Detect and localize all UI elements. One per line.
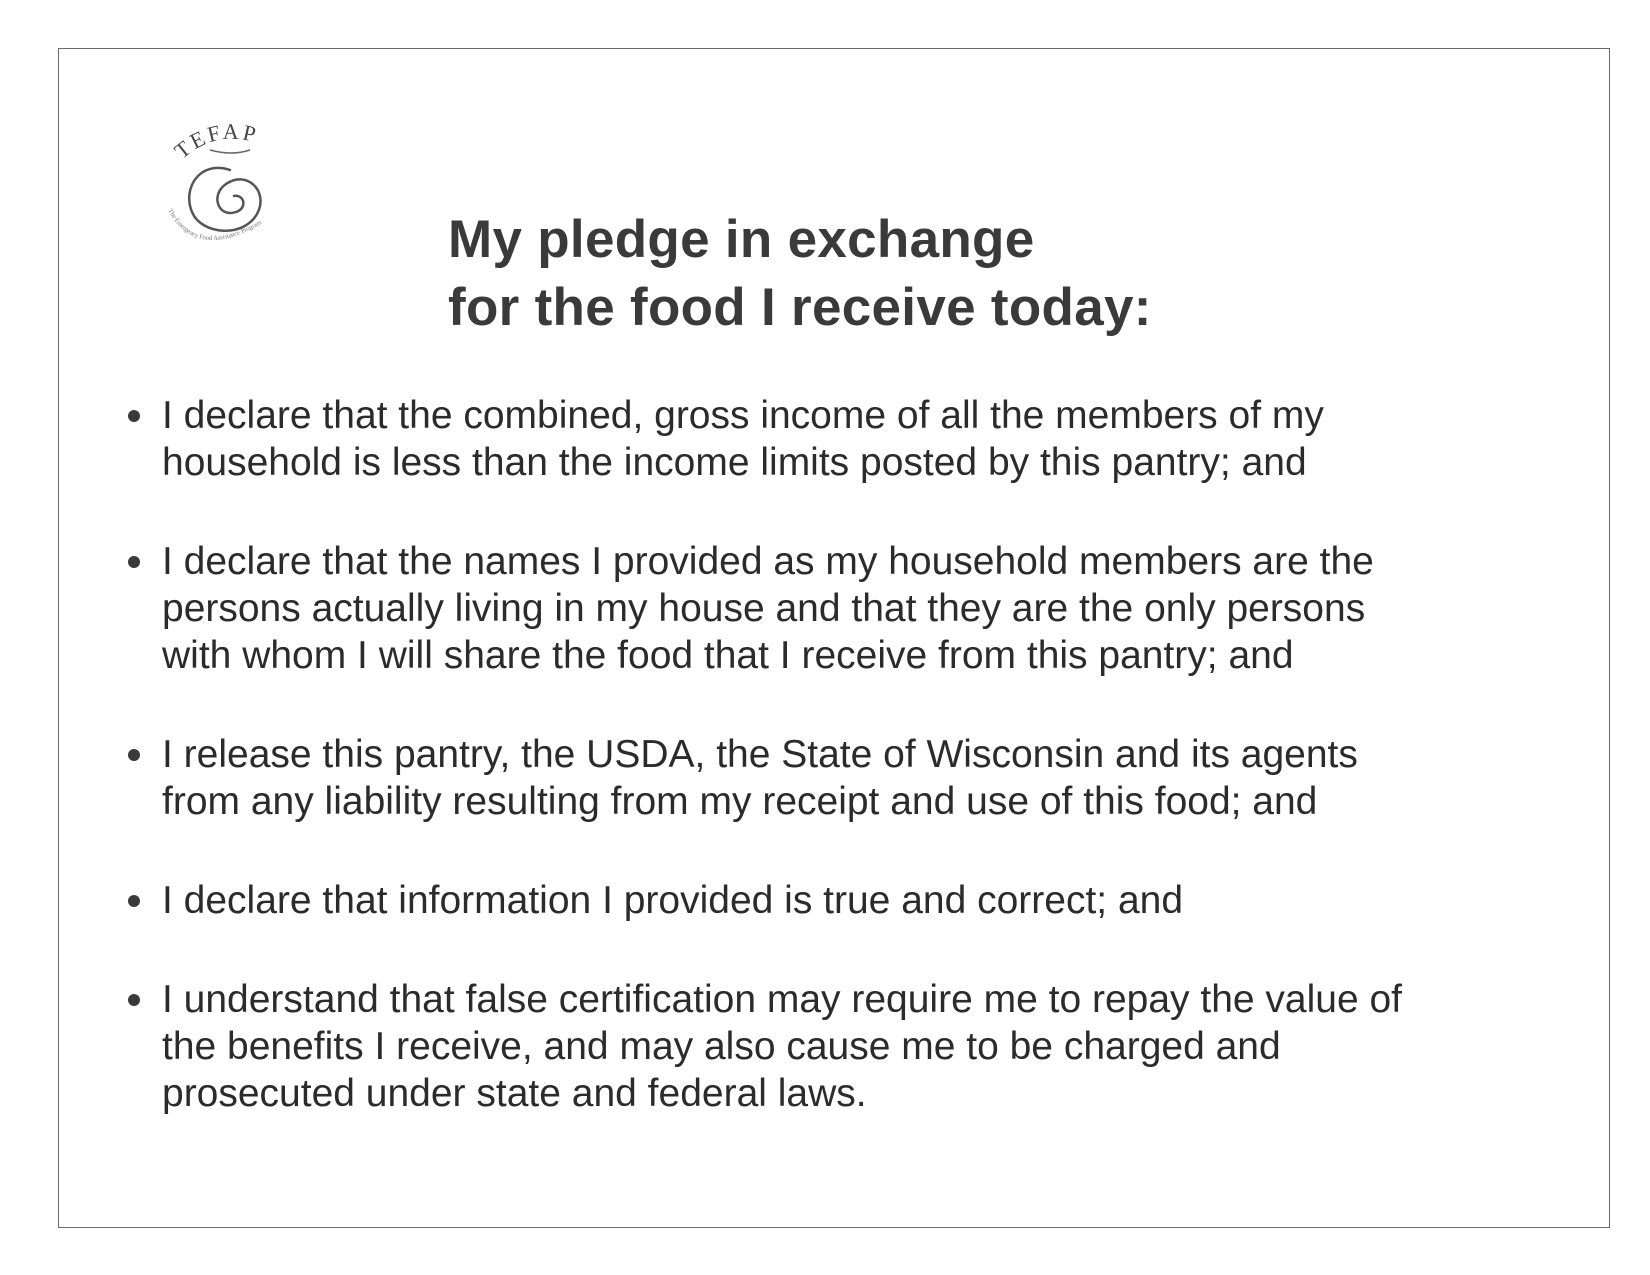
pledge-text <box>162 538 1520 679</box>
bullet-icon <box>128 410 140 422</box>
pledge-text <box>162 731 1520 825</box>
pledge-line: with whom I will share the food that I receive from this pantry; and <box>162 634 1294 677</box>
pledge-line: I declare that information I provided is true and correct; and <box>162 879 1184 922</box>
pledge-item <box>120 731 1520 825</box>
pledge-line: from any liability resulting from my receipt and use of this food; and <box>162 780 1318 823</box>
bullet-icon <box>128 749 140 761</box>
pledge-text <box>162 976 1520 1117</box>
pledge-text <box>162 392 1520 486</box>
bullet-icon <box>128 895 140 907</box>
pledge-item <box>120 877 1520 924</box>
pledge-line: I declare that the combined, gross income of all the members of my <box>162 394 1324 437</box>
pledge-line: prosecuted under state and federal laws. <box>162 1072 867 1115</box>
svg-text:The Emergency Food Assistance: The Emergency Food Assistance Program <box>166 207 263 243</box>
pledge-line: persons actually living in my house and that they are the only persons <box>162 587 1366 630</box>
pledge-line: I declare that the names I provided as my household members are the <box>162 540 1374 583</box>
pledge-line: I release this pantry, the USDA, the State of Wisconsin and its agents <box>162 733 1358 776</box>
svg-text:TEFAP: TEFAP <box>169 120 262 164</box>
pledge-line: the benefits I receive, and may also cause me to be charged and <box>162 1025 1281 1068</box>
bullet-icon <box>128 994 140 1006</box>
pledge-line: I understand that false certification may require me to repay the value of <box>162 978 1403 1021</box>
pledge-item <box>120 392 1520 486</box>
pledge-list <box>120 392 1520 1169</box>
pledge-item <box>120 538 1520 679</box>
title-line: My pledge in exchange <box>448 210 1035 269</box>
title-line: for the food I receive today: <box>448 278 1152 337</box>
pledge-line: household is less than the income limits posted by this pantry; and <box>162 441 1307 484</box>
pledge-text <box>162 877 1520 924</box>
pledge-item <box>120 976 1520 1117</box>
tefap-logo <box>160 120 300 270</box>
bullet-icon <box>128 556 140 568</box>
page-title <box>448 206 1152 342</box>
